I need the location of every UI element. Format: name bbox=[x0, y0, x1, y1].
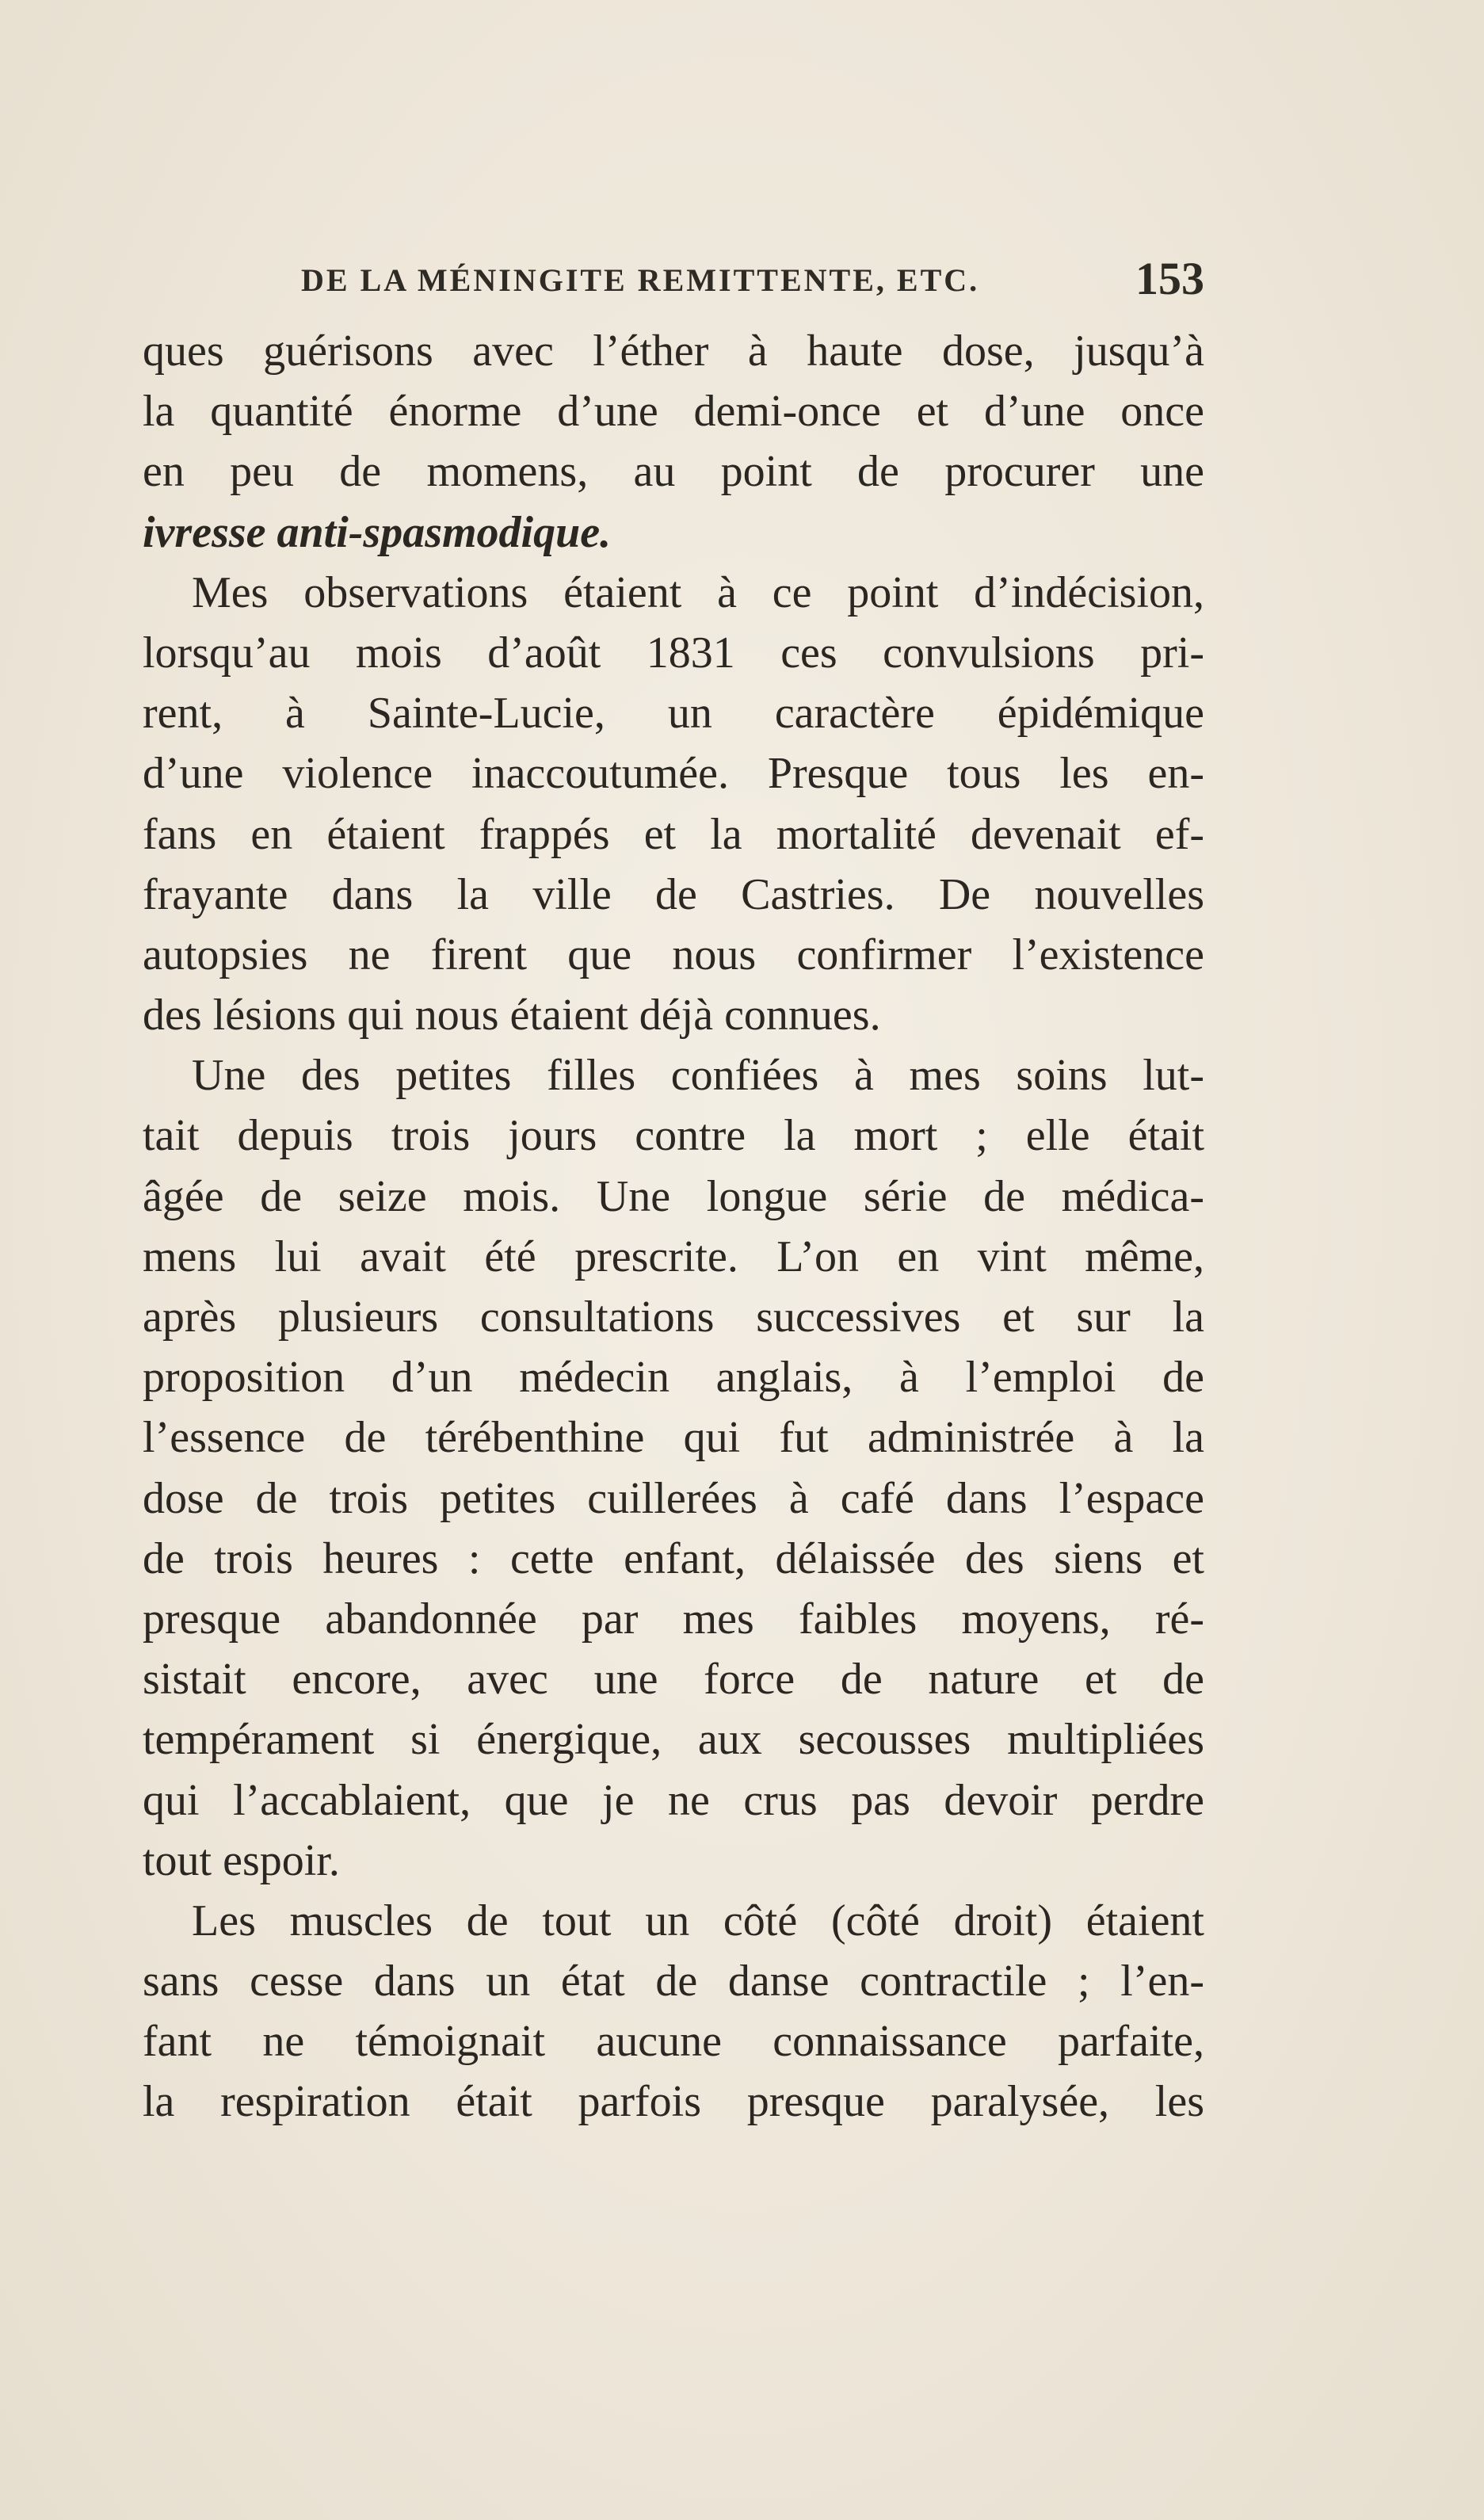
text-line: Les muscles de tout un côté (côté droit) étaient bbox=[192, 1896, 1204, 1945]
text-line: frayante dans la ville de Castries. De nouvelles bbox=[143, 869, 1204, 919]
text-line: tait depuis trois jours contre la mort ; elle était bbox=[143, 1111, 1204, 1161]
text-line: qui l’accablaient, que je ne crus pas devoir perdre bbox=[143, 1775, 1204, 1825]
page-header bbox=[143, 252, 1204, 315]
text-line: tempérament si énergique, aux secousses multipliées bbox=[143, 1715, 1204, 1765]
text-line: d’une violence inaccoutumée. Presque tous les en- bbox=[143, 749, 1204, 799]
text-line: ivresse anti-spasmodique. bbox=[143, 507, 612, 557]
running-head: DE LA MÉNINGITE REMITTENTE, ETC. bbox=[301, 262, 980, 298]
text-line: autopsies ne firent que nous confirmer l’existence bbox=[143, 930, 1204, 979]
text-line: proposition d’un médecin anglais, à l’emploi de bbox=[143, 1353, 1204, 1403]
text-line: âgée de seize mois. Une longue série de médica- bbox=[143, 1171, 1204, 1221]
text-line: lorsqu’au mois d’août 1831 ces convulsions pri- bbox=[143, 628, 1204, 678]
text-line: en peu de momens, au point de procurer une bbox=[143, 447, 1204, 497]
text-line: la respiration était parfois presque paralysée, les bbox=[143, 2077, 1204, 2127]
text-line: de trois heures : cette enfant, délaissée des siens et bbox=[143, 1533, 1204, 1583]
text-line: dose de trois petites cuillerées à café dans l’espace bbox=[143, 1473, 1204, 1523]
text-line: ques guérisons avec l’éther à haute dose, jusqu’à bbox=[143, 326, 1204, 376]
text-line: rent, à Sainte-Lucie, un caractère épidémique bbox=[143, 689, 1204, 739]
text-line: sans cesse dans un état de danse contractile ; l’en- bbox=[143, 1957, 1204, 2006]
page-number: 153 bbox=[1135, 253, 1204, 304]
text-line: Une des petites filles confiées à mes soins lut- bbox=[192, 1051, 1204, 1101]
text-line: sistait encore, avec une force de nature et de bbox=[143, 1655, 1204, 1705]
text-line: fans en étaient frappés et la mortalité devenait ef- bbox=[143, 809, 1204, 859]
text-line: mens lui avait été prescrite. L’on en vint même, bbox=[143, 1231, 1204, 1281]
text-line: tout espoir. bbox=[143, 1835, 340, 1885]
text-line: fant ne témoignait aucune connaissance parfaite, bbox=[143, 2017, 1204, 2067]
text-line: presque abandonnée par mes faibles moyens, ré- bbox=[143, 1594, 1204, 1644]
text-line: après plusieurs consultations successives et sur la bbox=[143, 1292, 1204, 1342]
text-line: l’essence de térébenthine qui fut administrée à la bbox=[143, 1413, 1204, 1463]
text-line: des lésions qui nous étaient déjà connues. bbox=[143, 991, 881, 1040]
text-line: Mes observations étaient à ce point d’indécision, bbox=[192, 567, 1204, 617]
body-text bbox=[143, 321, 1204, 2132]
text-line: la quantité énorme d’une demi-once et d’une once bbox=[143, 387, 1204, 437]
